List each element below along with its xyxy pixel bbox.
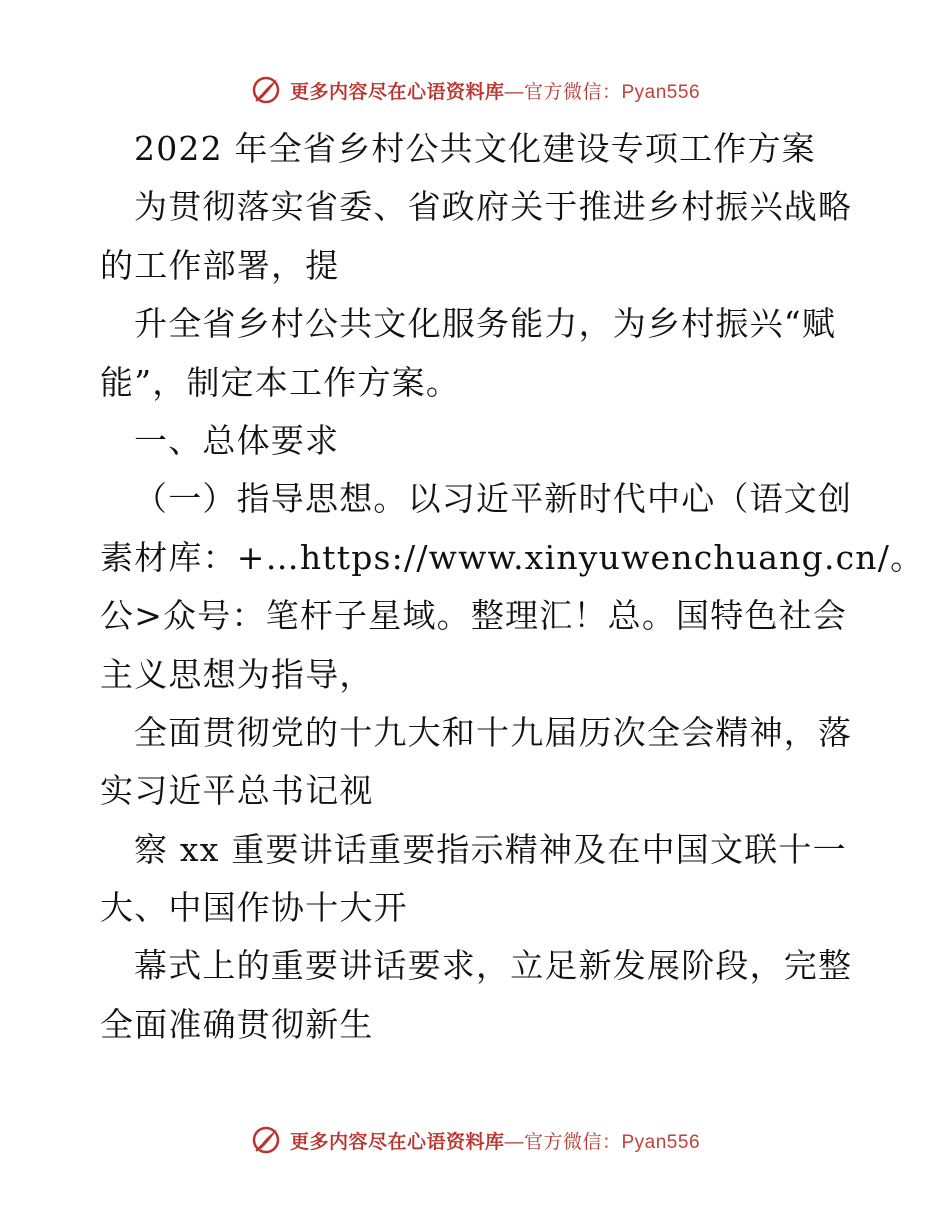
- paragraph-line: 幕式上的重要讲话要求，立足新发展阶段，完整: [134, 946, 853, 986]
- feather-logo-icon: [250, 1124, 282, 1156]
- paragraph-line: 主义思想为指导，: [100, 654, 374, 694]
- footer-brand-id: Pyan556: [621, 1131, 701, 1153]
- paragraph-line: 的工作部署，提: [100, 245, 340, 285]
- paragraph-line: 升全省乡村公共文化服务能力，为乡村振兴“赋: [134, 304, 837, 344]
- footer-brand-text: [290, 1127, 700, 1154]
- section-heading: 一、总体要求: [134, 420, 340, 460]
- header-watermark: [0, 70, 950, 110]
- footer-watermark: [0, 1120, 950, 1160]
- footer-brand-sub: —官方微信：: [504, 1131, 622, 1153]
- document-body: [100, 120, 925, 1054]
- paragraph-line: 察 xx 重要讲话重要指示精神及在中国文联十一: [134, 829, 847, 869]
- paragraph-line: 能”，制定本工作方案。: [100, 362, 461, 402]
- footer-brand-main: 更多内容尽在心语资料库: [289, 1131, 505, 1153]
- paragraph-line: 全面贯彻党的十九大和十九届历次全会精神，落: [134, 712, 853, 752]
- feather-logo-icon: [250, 74, 282, 106]
- document-title: 2022 年全省乡村公共文化建设专项工作方案: [134, 129, 816, 168]
- paragraph-line: 全面准确贯彻新生: [100, 1004, 374, 1044]
- paragraph-line: 大、中国作协十大开: [100, 888, 408, 928]
- paragraph-line: 为贯彻落实省委、省政府关于推进乡村振兴战略: [134, 187, 853, 227]
- paragraph-line: 素材库：+…https://www.xinyuwenchuang.cn/。: [100, 537, 925, 577]
- header-brand-id: Pyan556: [621, 81, 701, 103]
- header-brand-sub: —官方微信：: [504, 81, 622, 103]
- paragraph-line: 实习近平总书记视: [100, 771, 374, 811]
- paragraph-line: 公>众号：笔杆子星域。整理汇！总。国特色社会: [100, 596, 848, 636]
- header-brand-text: [290, 77, 700, 104]
- header-brand-main: 更多内容尽在心语资料库: [289, 81, 505, 103]
- paragraph-line: （一）指导思想。以习近平新时代中心（语文创: [134, 479, 853, 519]
